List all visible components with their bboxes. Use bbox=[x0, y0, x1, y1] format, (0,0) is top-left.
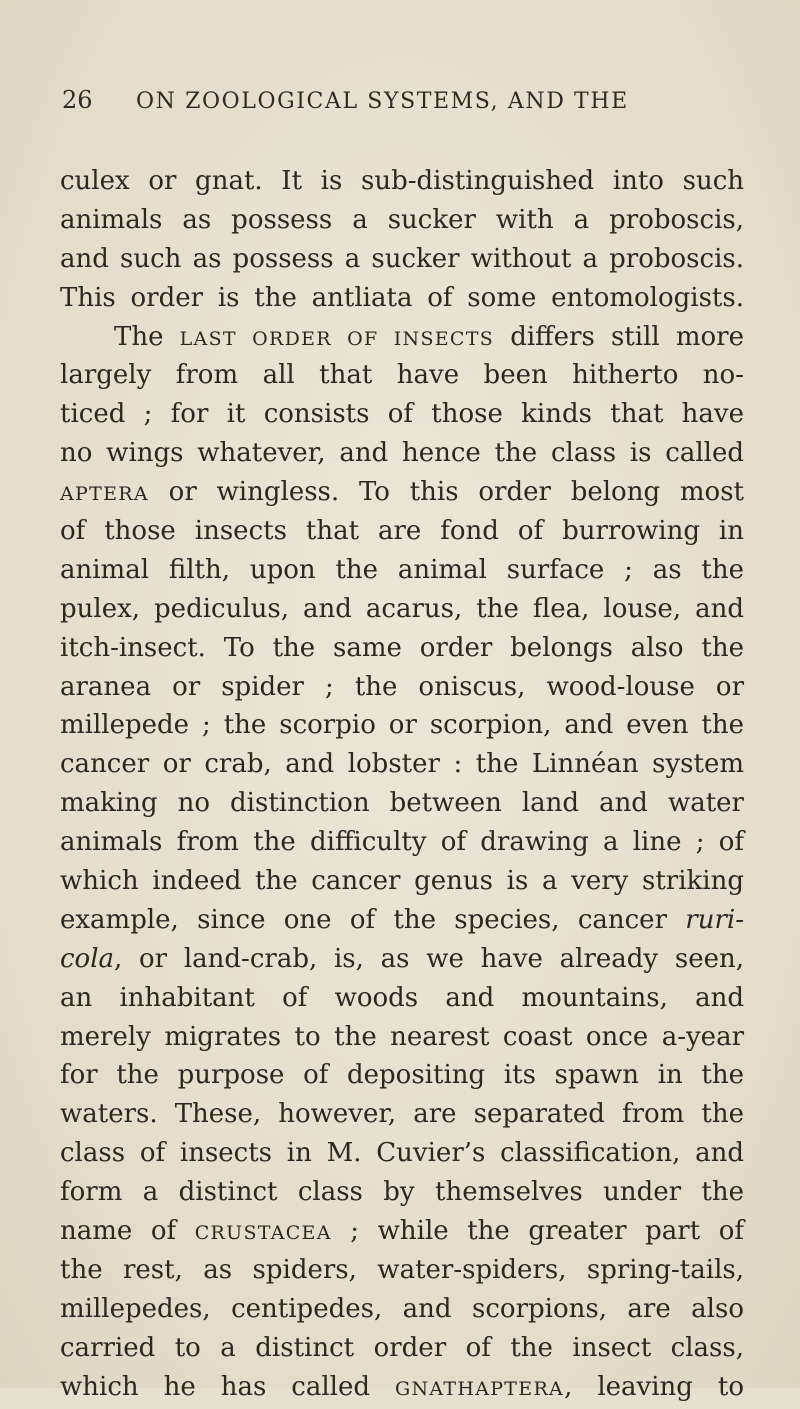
text-line bbox=[60, 201, 744, 240]
text-segment: differs still more bbox=[494, 321, 744, 352]
text-line bbox=[60, 1329, 744, 1368]
text-segment: making no distinction between land and water bbox=[60, 788, 744, 819]
text-line bbox=[60, 1056, 744, 1095]
text-line bbox=[60, 979, 744, 1018]
text-segment: pulex, pediculus, and acarus, the flea, louse, and bbox=[60, 593, 744, 624]
small-caps-term: CRUSTACEA bbox=[194, 1222, 332, 1245]
text-line bbox=[60, 162, 744, 201]
text-segment: form a distinct class by themselves under the bbox=[60, 1177, 744, 1208]
text-line bbox=[60, 240, 744, 279]
running-head bbox=[62, 86, 742, 122]
text-segment: animals from the difficulty of drawing a line ; of bbox=[60, 827, 744, 858]
text-line bbox=[60, 940, 744, 979]
small-caps-term: APTERA bbox=[60, 483, 149, 506]
text-segment: no wings whatever, and hence the class is called bbox=[60, 438, 744, 469]
text-segment: class of insects in M. Cuvier’s classification, and bbox=[60, 1138, 744, 1169]
text-segment: and such as possess a sucker without a proboscis. bbox=[60, 243, 744, 274]
text-line bbox=[60, 1095, 744, 1134]
text-segment: carried to a distinct order of the insect class, bbox=[60, 1332, 744, 1363]
text-line bbox=[60, 318, 744, 357]
text-line bbox=[60, 279, 744, 318]
text-segment: an inhabitant of woods and mountains, and bbox=[60, 982, 744, 1013]
text-line bbox=[60, 512, 744, 551]
text-line bbox=[60, 668, 744, 707]
text-segment: for the purpose of depositing its spawn in the bbox=[60, 1060, 744, 1091]
text-line bbox=[60, 473, 744, 512]
text-segment: The bbox=[114, 321, 180, 352]
text-line bbox=[60, 356, 744, 395]
text-line bbox=[60, 784, 744, 823]
text-segment: name of bbox=[60, 1216, 195, 1247]
italic-term: cola bbox=[60, 943, 115, 974]
text-line bbox=[60, 1134, 744, 1173]
text-line bbox=[60, 1368, 744, 1407]
text-segment: millepede ; the scorpio or scorpion, and even the bbox=[60, 710, 744, 741]
small-caps-term: GNATHAPTERA bbox=[394, 1377, 565, 1400]
text-line bbox=[60, 434, 744, 473]
text-segment: millepedes, centipedes, and scorpions, are also bbox=[60, 1293, 744, 1324]
text-line bbox=[60, 901, 744, 940]
text-line bbox=[60, 1290, 744, 1329]
text-segment: example, since one of the species, cancer bbox=[60, 904, 686, 935]
text-line bbox=[60, 1018, 744, 1057]
text-segment: largely from all that have been hitherto no- bbox=[60, 360, 744, 391]
text-line bbox=[60, 590, 744, 629]
body-text bbox=[60, 162, 744, 1407]
italic-term: ruri- bbox=[685, 904, 744, 935]
text-segment: itch-insect. To the same order belongs also the bbox=[60, 632, 744, 663]
text-line bbox=[60, 1251, 744, 1290]
text-segment: aranea or spider ; the oniscus, wood-louse or bbox=[60, 671, 744, 702]
text-line bbox=[60, 551, 744, 590]
text-segment: or wingless. To this order belong most bbox=[148, 477, 744, 508]
text-line bbox=[60, 823, 744, 862]
text-segment: ticed ; for it consists of those kinds that have bbox=[60, 399, 744, 430]
text-line bbox=[60, 745, 744, 784]
text-segment: ; while the greater part of bbox=[331, 1216, 744, 1247]
text-segment: merely migrates to the nearest coast once a-year bbox=[60, 1021, 744, 1052]
text-line bbox=[60, 862, 744, 901]
running-title: ON ZOOLOGICAL SYSTEMS, AND THE bbox=[136, 89, 629, 114]
text-segment: animals as possess a sucker with a proboscis, bbox=[60, 204, 744, 235]
text-line bbox=[60, 629, 744, 668]
text-segment: of those insects that are fond of burrowing in bbox=[60, 516, 744, 547]
text-segment: animal filth, upon the animal surface ; as the bbox=[60, 554, 744, 585]
page-number: 26 bbox=[62, 86, 93, 114]
text-segment: cancer or crab, and lobster : the Linnéan system bbox=[60, 749, 744, 780]
text-line bbox=[60, 395, 744, 434]
text-line bbox=[60, 706, 744, 745]
text-line bbox=[60, 1173, 744, 1212]
text-segment: , leaving to bbox=[564, 1371, 744, 1402]
text-segment: the rest, as spiders, water-spiders, spring-tails, bbox=[60, 1254, 744, 1285]
text-segment: which indeed the cancer genus is a very striking bbox=[60, 866, 744, 897]
text-segment: , or land-crab, is, as we have already seen, bbox=[114, 943, 744, 974]
text-segment: culex or gnat. It is sub-distinguished into such bbox=[60, 166, 744, 196]
small-caps-term: LAST ORDER OF INSECTS bbox=[179, 327, 495, 350]
text-segment: which he has called bbox=[60, 1371, 395, 1402]
text-line bbox=[60, 1212, 744, 1251]
text-segment: This order is the antliata of some entomologists. bbox=[60, 282, 744, 313]
text-segment: waters. These, however, are separated from the bbox=[60, 1099, 744, 1130]
